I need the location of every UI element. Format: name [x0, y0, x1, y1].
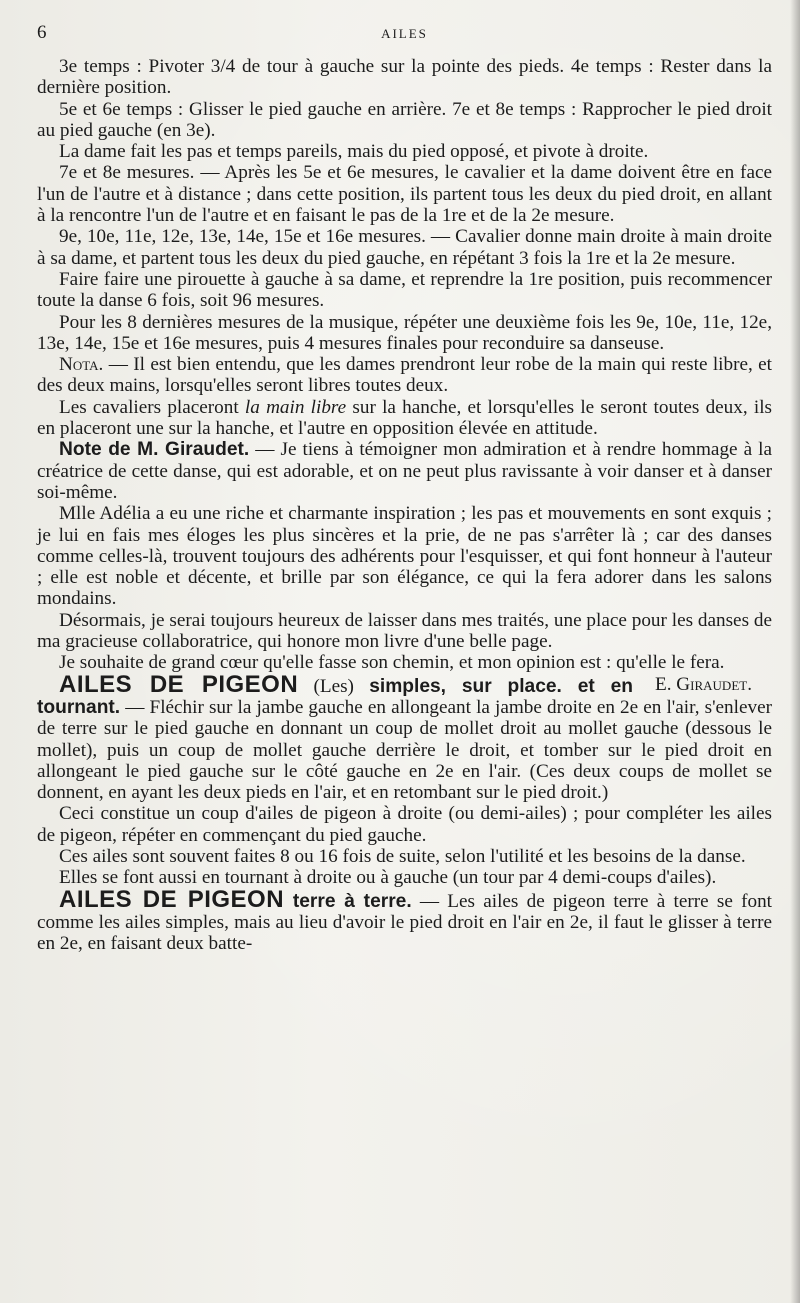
nota-label: Nota. [59, 354, 104, 376]
entry-heading: AILES DE PIGEON [59, 670, 299, 698]
nota-paragraph [37, 354, 772, 397]
text-run: Je souhaite de grand cœur qu'elle fasse son chemin, et mon opinion est : qu'elle le fera. [59, 652, 725, 674]
entry-subheading: terre à terre. [284, 890, 412, 912]
paragraph: Faire faire une pirouette à gauche à sa dame, et reprendre la 1re position, puis recommencer toute la danse 6 fois, soit 96 mesures. [37, 268, 772, 312]
paragraph: Elles se font aussi en tournant à droite ou à gauche (un tour par 4 demi-coups d'ailes). [59, 867, 717, 889]
note-text: — Je tiens à témoigner mon admiration et à rendre hommage à la créatrice de cette danse, qui est adorable, et on ne peut plus ravissante à voir danser et à danser soi-même. [37, 439, 772, 503]
nota-text: — Il est bien entendu, que les dames prendront leur robe de la main qui reste libre, et des deux mains, lorsqu'elles seront libres toutes deux. [37, 354, 772, 397]
paragraph: Désormais, je serai toujours heureux de laisser dans mes traités, une place pour les danses de ma gracieuse collaboratrice, qui honore mon livre d'une belle page. [37, 609, 772, 653]
paragraph [37, 397, 772, 440]
paragraph: Ces ailes sont souvent faites 8 ou 16 fois de suite, selon l'utilité et les besoins de la danse. [59, 845, 746, 867]
running-title: AILES [381, 26, 428, 41]
entry-paragraph [37, 885, 772, 955]
entry-subheading: simples, sur place. et en tournant. [37, 675, 633, 718]
paragraph: 7e et 8e mesures. — Après les 5e et 6e mesures, le cavalier et la dame doivent être en face l'un de l'autre et à distance ; dans cette position, ils partent tous les deux du pied droit, en allant à la rencontre l'un de l'autre et en faisant le pas de la 1re et de la 2e mesure. [37, 162, 772, 227]
text-run: Les cavaliers placeront [59, 396, 245, 418]
paragraph: La dame fait les pas et temps pareils, mais du pied opposé, et pivote à droite. [59, 141, 649, 163]
paragraph: 9e, 10e, 11e, 12e, 13e, 14e, 15e et 16e mesures. — Cavalier donne main droite à main droite à sa dame, et partent tous les deux du pied gauche, en répétant 3 fois la 1re et la 2e mesure. [37, 226, 772, 269]
note-paragraph [37, 439, 772, 503]
body-text [37, 56, 772, 954]
entry-heading: AILES DE PIGEON [59, 885, 285, 913]
signature: E. Giraudet. [654, 673, 752, 695]
running-head [37, 22, 772, 52]
emphasis: la main libre [244, 396, 347, 418]
paragraph: 3e temps : Pivoter 3/4 de tour à gauche sur la pointe des pieds. 4e temps : Rester dans la dernière position. [37, 56, 772, 99]
paragraph: Mlle Adélia a eu une riche et charmante inspiration ; les pas et mouvements en sont exquis ; je lui en fais mes éloges les plus sincères et la prie, de ne pas s'arrêter là ; car des danses comme celles-là, trouvent toujours des adhérents pour l'esquisser, et qui font honneur à l'auteur ; elle est noble et décente, et brille par son élégance, ce qui la fera adorer dans les salons mondains. [37, 503, 772, 610]
page-number: 6 [37, 22, 47, 43]
paragraph: Ceci constitue un coup d'ailes de pigeon à droite (ou demi-ailes) ; pour compléter les ailes de pigeon, répéter en commençant du pied gauche. [37, 803, 772, 846]
paragraph: Pour les 8 dernières mesures de la musique, répéter une deuxième fois les 9e, 10e, 11e, 12e, 13e, 14e, 15e et 16e mesures, puis 4 mesures finales pour reconduire sa danseuse. [37, 311, 772, 354]
entry-text: — Fléchir sur la jambe gauche en allongeant la jambe droite en 2e en l'air, s'enlever de terre sur le pied gauche en donnant un coup de mollet droit au mollet gauche (dessous le mollet), puis un coup de mollet gauche derrière le droit, et tomber sur le pied droit en allongeant le pied gauche sur le côté gauche en 2e en l'air. (Ces deux coups de mollet se donnent, en ayant les deux pieds en l'air, et en retombant sur le pied droit.) [37, 696, 772, 804]
note-heading: Note de M. Giraudet. [59, 439, 250, 461]
entry-paren: (Les) [298, 675, 370, 697]
entry-text: — Les ailes de pigeon terre à terre se font comme les ailes simples, mais au lieu d'avoir le pied droit en l'air en 2e, il faut le glisser à terre en 2e, en faisant deux batte- [37, 890, 772, 955]
paragraph: 5e et 6e temps : Glisser le pied gauche en arrière. 7e et 8e temps : Rapprocher le pied droit au pied gauche (en 3e). [37, 98, 772, 141]
text-run: sur la hanche, et lorsqu'elles le seront toutes deux, ils en placeront une sur la hanche, et l'autre en opposition élevée en attitude. [37, 396, 773, 440]
